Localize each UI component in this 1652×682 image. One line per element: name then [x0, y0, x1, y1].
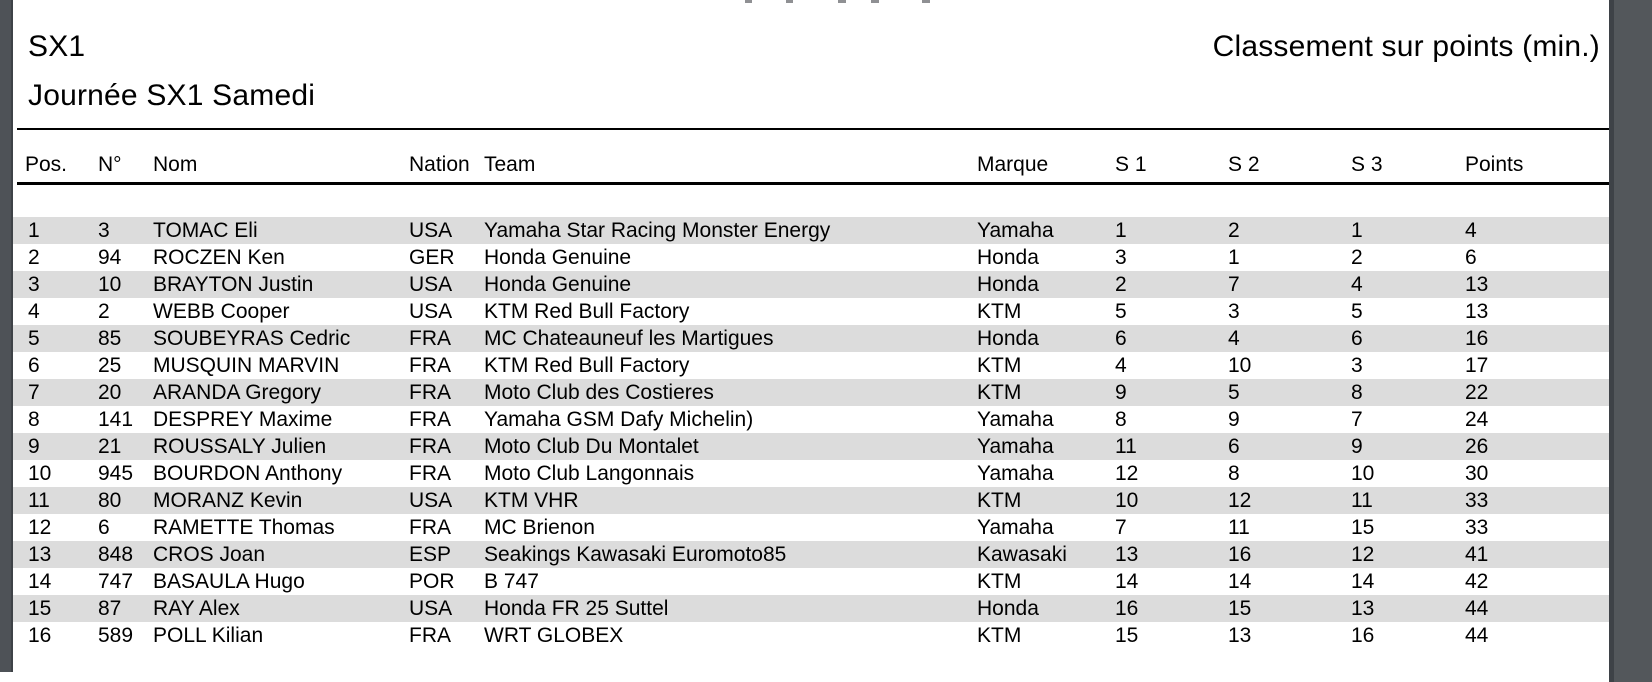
cell-name: RAMETTE Thomas: [153, 516, 335, 539]
cell-s2: 11: [1228, 516, 1250, 539]
cell-points: 44: [1465, 597, 1489, 620]
cell-nation: FRA: [409, 408, 451, 431]
cell-position: 8: [28, 408, 40, 431]
cell-nation: FRA: [409, 435, 451, 458]
cell-s1: 9: [1115, 381, 1127, 404]
cell-s1: 8: [1115, 408, 1127, 431]
cell-points: 17: [1465, 354, 1489, 377]
cell-s2: 4: [1228, 327, 1240, 350]
column-header-team: Team: [484, 153, 536, 176]
cell-team: Honda Genuine: [484, 273, 632, 296]
cell-marque: KTM: [977, 354, 1022, 377]
cell-marque: Yamaha: [977, 435, 1054, 458]
cell-name: BOURDON Anthony: [153, 462, 343, 485]
cell-s1: 15: [1115, 624, 1139, 647]
cell-nation: FRA: [409, 624, 451, 647]
cell-team: Honda Genuine: [484, 246, 632, 269]
cell-points: 33: [1465, 489, 1489, 512]
cell-team: KTM Red Bull Factory: [484, 354, 690, 377]
table-row: [13, 514, 1609, 541]
cell-s1: 1: [1115, 219, 1127, 242]
cell-team: Honda FR 25 Suttel: [484, 597, 669, 620]
table-row: [13, 379, 1609, 406]
text-fragment: [786, 0, 793, 3]
cell-position: 5: [28, 327, 40, 350]
cell-number: 85: [98, 327, 122, 350]
cell-points: 41: [1465, 543, 1489, 566]
cell-marque: Honda: [977, 597, 1039, 620]
cell-position: 3: [28, 273, 40, 296]
cell-s2: 13: [1228, 624, 1252, 647]
cell-team: KTM VHR: [484, 489, 579, 512]
text-fragment: [745, 0, 752, 3]
cell-s3: 14: [1351, 570, 1375, 593]
cell-number: 25: [98, 354, 122, 377]
cell-s3: 6: [1351, 327, 1363, 350]
column-header-marque: Marque: [977, 153, 1049, 176]
cell-s2: 5: [1228, 381, 1240, 404]
table-row: [13, 271, 1609, 298]
cell-s2: 10: [1228, 354, 1252, 377]
cell-name: DESPREY Maxime: [153, 408, 333, 431]
cell-s2: 2: [1228, 219, 1240, 242]
cell-s1: 6: [1115, 327, 1127, 350]
column-header-s2: S 2: [1228, 153, 1260, 176]
cell-name: TOMAC Eli: [153, 219, 258, 242]
cell-s1: 2: [1115, 273, 1127, 296]
cell-s1: 13: [1115, 543, 1139, 566]
cell-number: 6: [98, 516, 110, 539]
cell-team: Seakings Kawasaki Euromoto85: [484, 543, 787, 566]
cell-name: MORANZ Kevin: [153, 489, 303, 512]
column-header-pos: Pos.: [25, 153, 68, 176]
cell-points: 30: [1465, 462, 1489, 485]
cell-points: 13: [1465, 273, 1489, 296]
cell-position: 16: [28, 624, 52, 647]
viewer-right-edge: [1609, 0, 1652, 682]
cell-position: 13: [28, 543, 52, 566]
classification-heading: Classement sur points (min.): [1212, 30, 1600, 63]
cell-nation: FRA: [409, 327, 451, 350]
cell-name: SOUBEYRAS Cedric: [153, 327, 351, 350]
cell-number: 141: [98, 408, 134, 431]
table-header-underline: [17, 182, 1609, 185]
cell-points: 6: [1465, 246, 1477, 269]
cell-name: WEBB Cooper: [153, 300, 290, 323]
cell-number: 747: [98, 570, 134, 593]
cell-s2: 14: [1228, 570, 1252, 593]
session-subtitle: Journée SX1 Samedi: [28, 79, 316, 112]
cell-position: 6: [28, 354, 40, 377]
cut-off-text-fragments: [0, 0, 1652, 3]
cell-s3: 16: [1351, 624, 1375, 647]
cell-team: KTM Red Bull Factory: [484, 300, 690, 323]
cell-s3: 8: [1351, 381, 1363, 404]
cell-marque: KTM: [977, 570, 1022, 593]
cell-s3: 5: [1351, 300, 1363, 323]
text-fragment: [838, 0, 846, 3]
cell-s3: 10: [1351, 462, 1375, 485]
table-row: [13, 406, 1609, 433]
cell-name: BRAYTON Justin: [153, 273, 314, 296]
results-table-header: [0, 153, 1652, 179]
table-row: [13, 217, 1609, 244]
cell-number: 80: [98, 489, 122, 512]
cell-marque: KTM: [977, 489, 1022, 512]
cell-nation: USA: [409, 273, 453, 296]
cell-number: 848: [98, 543, 134, 566]
cell-team: Moto Club Langonnais: [484, 462, 695, 485]
cell-points: 24: [1465, 408, 1489, 431]
cell-number: 20: [98, 381, 122, 404]
cell-number: 589: [98, 624, 134, 647]
cell-nation: POR: [409, 570, 455, 593]
cell-number: 10: [98, 273, 122, 296]
cell-marque: Yamaha: [977, 408, 1054, 431]
cell-nation: FRA: [409, 381, 451, 404]
text-fragment: [871, 0, 879, 3]
cell-s1: 7: [1115, 516, 1127, 539]
cell-position: 10: [28, 462, 52, 485]
cell-nation: USA: [409, 300, 453, 323]
cell-points: 42: [1465, 570, 1489, 593]
cell-s3: 7: [1351, 408, 1363, 431]
table-row: [13, 622, 1609, 649]
cell-points: 26: [1465, 435, 1489, 458]
column-header-points: Points: [1465, 153, 1524, 176]
cell-team: Moto Club des Costieres: [484, 381, 714, 404]
cell-marque: KTM: [977, 624, 1022, 647]
cell-s3: 2: [1351, 246, 1363, 269]
cell-s2: 9: [1228, 408, 1240, 431]
cell-s3: 3: [1351, 354, 1363, 377]
cell-marque: Yamaha: [977, 462, 1054, 485]
cell-nation: GER: [409, 246, 455, 269]
cell-marque: KTM: [977, 300, 1022, 323]
cell-nation: USA: [409, 219, 453, 242]
cell-team: Moto Club Du Montalet: [484, 435, 699, 458]
cell-number: 3: [98, 219, 110, 242]
cell-s2: 7: [1228, 273, 1240, 296]
cell-marque: Kawasaki: [977, 543, 1067, 566]
cell-name: POLL Kilian: [153, 624, 264, 647]
cell-nation: FRA: [409, 462, 451, 485]
column-header-name: Nom: [153, 153, 198, 176]
cell-marque: Honda: [977, 246, 1039, 269]
cell-position: 1: [28, 219, 40, 242]
cell-points: 22: [1465, 381, 1489, 404]
cell-name: MUSQUIN MARVIN: [153, 354, 340, 377]
cell-s1: 5: [1115, 300, 1127, 323]
viewer-left-edge: [0, 0, 13, 672]
results-table-body: [13, 217, 1609, 649]
cell-position: 12: [28, 516, 52, 539]
cell-s3: 13: [1351, 597, 1375, 620]
cell-team: Yamaha Star Racing Monster Energy: [484, 219, 831, 242]
cell-s2: 1: [1228, 246, 1240, 269]
cell-marque: Yamaha: [977, 516, 1054, 539]
cell-name: RAY Alex: [153, 597, 240, 620]
cell-name: ROCZEN Ken: [153, 246, 285, 269]
column-header-nation: Nation: [409, 153, 470, 176]
cell-position: 7: [28, 381, 40, 404]
cell-team: MC Brienon: [484, 516, 595, 539]
cell-number: 2: [98, 300, 110, 323]
cell-position: 9: [28, 435, 40, 458]
cell-nation: ESP: [409, 543, 452, 566]
cell-position: 2: [28, 246, 40, 269]
cell-s1: 16: [1115, 597, 1139, 620]
cell-s1: 4: [1115, 354, 1127, 377]
cell-marque: Honda: [977, 273, 1039, 296]
cell-marque: Honda: [977, 327, 1039, 350]
divider-line: [17, 128, 1609, 130]
cell-points: 44: [1465, 624, 1489, 647]
cell-s3: 9: [1351, 435, 1363, 458]
cell-points: 13: [1465, 300, 1489, 323]
cell-points: 33: [1465, 516, 1489, 539]
cell-s2: 15: [1228, 597, 1252, 620]
cell-marque: KTM: [977, 381, 1022, 404]
column-header-number: N°: [98, 153, 122, 176]
cell-team: Yamaha GSM Dafy Michelin): [484, 408, 754, 431]
column-header-s1: S 1: [1115, 153, 1147, 176]
cell-position: 4: [28, 300, 40, 323]
table-row: [13, 433, 1609, 460]
cell-s1: 12: [1115, 462, 1139, 485]
cell-marque: Yamaha: [977, 219, 1054, 242]
cell-s3: 4: [1351, 273, 1363, 296]
cell-s3: 15: [1351, 516, 1375, 539]
category-title: SX1: [28, 30, 86, 63]
cell-number: 87: [98, 597, 122, 620]
column-header-s3: S 3: [1351, 153, 1383, 176]
table-row: [13, 298, 1609, 325]
cell-nation: USA: [409, 489, 453, 512]
cell-team: MC Chateauneuf les Martigues: [484, 327, 774, 350]
cell-s1: 10: [1115, 489, 1139, 512]
table-row: [13, 541, 1609, 568]
table-row: [13, 568, 1609, 595]
cell-number: 94: [98, 246, 122, 269]
cell-s2: 8: [1228, 462, 1240, 485]
cell-name: ARANDA Gregory: [153, 381, 322, 404]
cell-s2: 12: [1228, 489, 1252, 512]
cell-name: CROS Joan: [153, 543, 266, 566]
cell-name: ROUSSALY Julien: [153, 435, 327, 458]
cell-nation: USA: [409, 597, 453, 620]
cell-nation: FRA: [409, 516, 451, 539]
cell-s2: 3: [1228, 300, 1240, 323]
cell-name: BASAULA Hugo: [153, 570, 305, 593]
cell-s1: 3: [1115, 246, 1127, 269]
cell-s2: 16: [1228, 543, 1252, 566]
table-row: [13, 460, 1609, 487]
cell-team: WRT GLOBEX: [484, 624, 624, 647]
cell-number: 945: [98, 462, 134, 485]
cell-s1: 11: [1115, 435, 1137, 458]
cell-position: 11: [28, 489, 50, 512]
cell-s1: 14: [1115, 570, 1139, 593]
cell-team: B 747: [484, 570, 539, 593]
cell-s3: 11: [1351, 489, 1373, 512]
cell-position: 14: [28, 570, 52, 593]
cell-nation: FRA: [409, 354, 451, 377]
cell-s3: 12: [1351, 543, 1375, 566]
text-fragment: [922, 0, 930, 3]
table-row: [13, 325, 1609, 352]
cell-points: 4: [1465, 219, 1477, 242]
table-row: [13, 487, 1609, 514]
cell-position: 15: [28, 597, 52, 620]
table-row: [13, 595, 1609, 622]
cell-number: 21: [98, 435, 122, 458]
cell-s3: 1: [1351, 219, 1363, 242]
table-row: [13, 244, 1609, 271]
cell-points: 16: [1465, 327, 1489, 350]
cell-s2: 6: [1228, 435, 1240, 458]
table-row: [13, 352, 1609, 379]
